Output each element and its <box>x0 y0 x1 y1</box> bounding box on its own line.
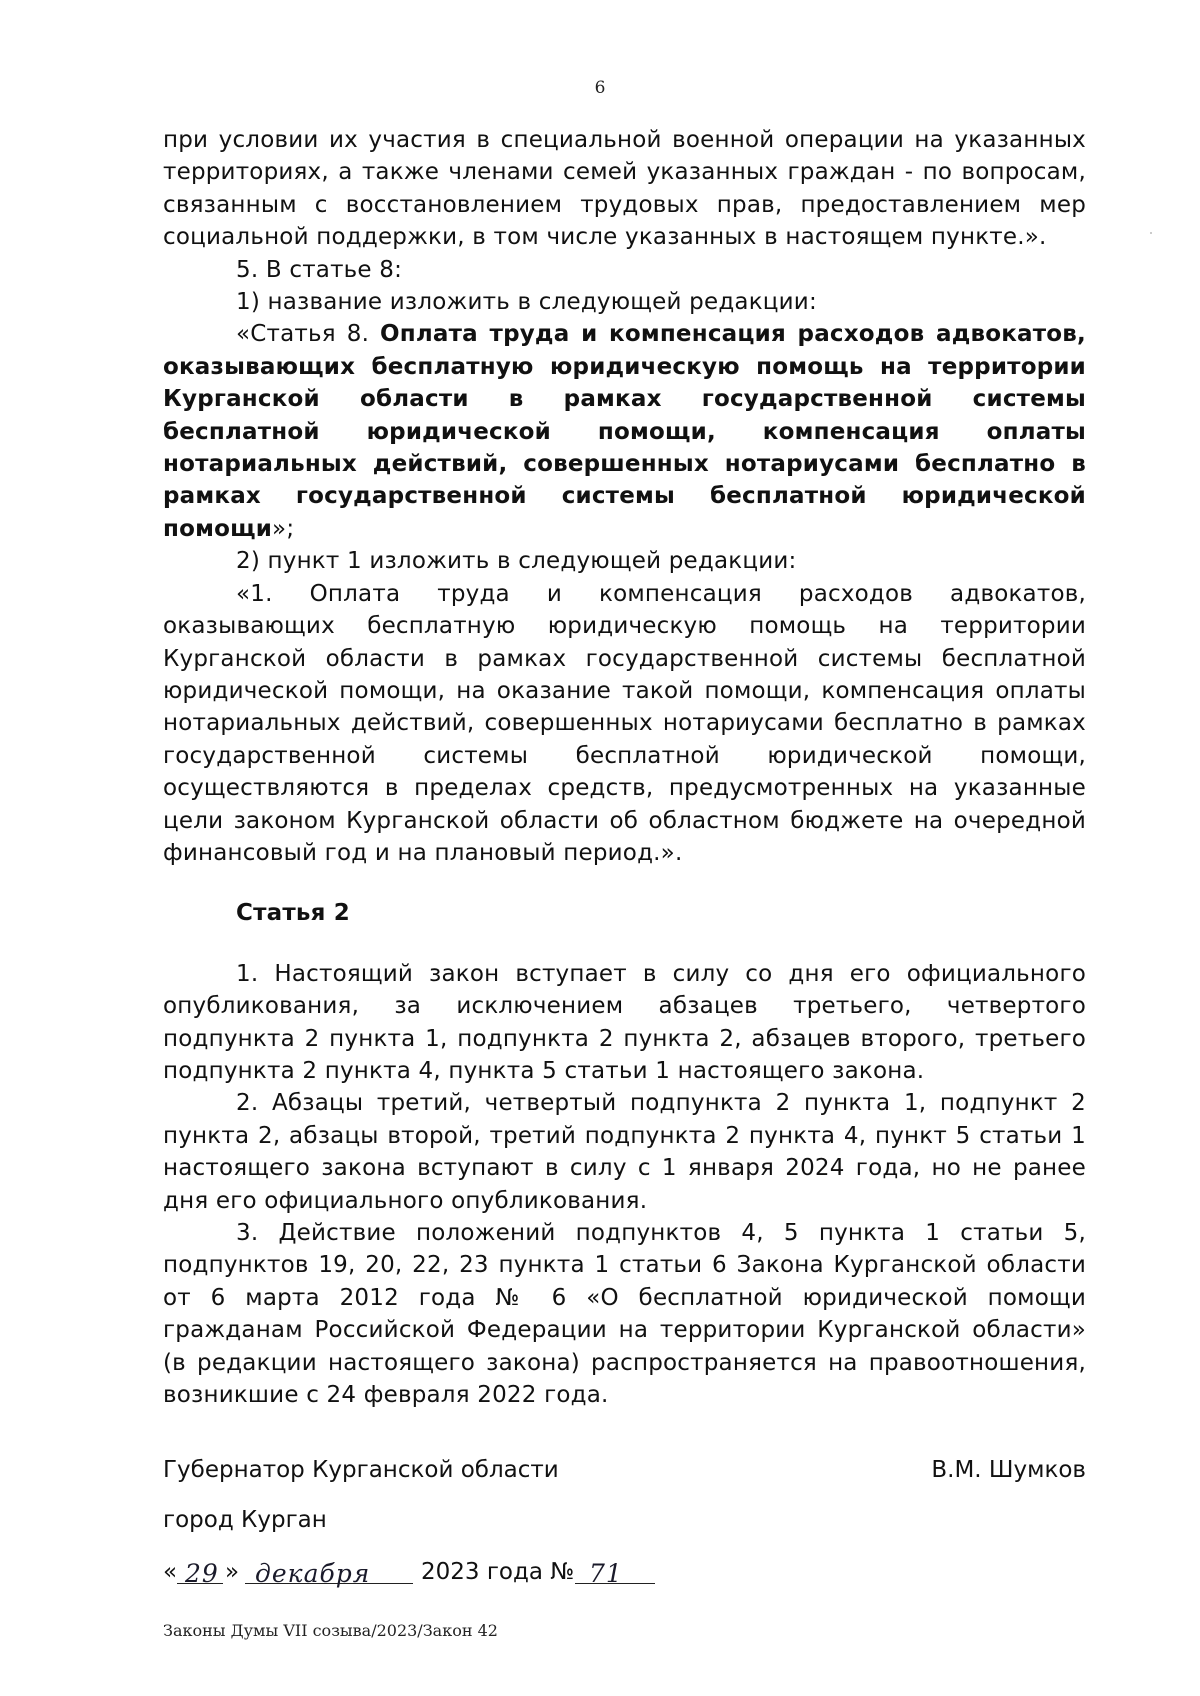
signature-row <box>163 1457 1086 1491</box>
article-2-item: 3. Действие положений подпунктов 4, 5 пункта 1 статьи 5, подпунктов 19, 20, 22, 23 пункта 1 статьи 6 Закона Курганской области от 6 марта 2012 года № 6 «О бесплатной юридической помощи гражданам Российской Федерации на территории Курганской области» (в редакции настоящего закона) распространяется на правоотношения, возникшие с 24 февраля 2022 года. <box>163 1220 1086 1409</box>
date-close-quote: » <box>225 1559 240 1585</box>
governor-title: Губернатор Курганской области <box>163 1457 559 1483</box>
article8-title-bold: Оплата труда и компенсация расходов адвокатов, оказывающих бесплатную юридическую помощь на территории Курганской области в рамках государственной системы бесплатной юридической помощи, компенсация оплаты нотариальных действий, совершенных нотариусами бесплатно в рамках государственной системы бесплатной юридической помощи <box>163 321 1086 542</box>
paragraph-subitem-2: 2) пункт 1 изложить в следующей редакции: <box>236 548 797 575</box>
article-2-heading: Статья 2 <box>236 900 350 927</box>
city-line: город Курган <box>163 1507 327 1533</box>
paragraph-article8-title <box>163 318 1086 545</box>
article8-title-suffix: »; <box>272 515 295 542</box>
day-blank <box>177 1553 223 1588</box>
document-body <box>163 124 1086 1411</box>
date-line <box>163 1553 1086 1593</box>
article-2-item: 1. Настоящий закон вступает в силу со дня его официального опубликования, за исключением абзацев третьего, четвертого подпункта 2 пункта 1, подпункта 2 пункта 2, абзацев второго, третьего подпункта 2 пункта 4, пункта 5 статьи 1 настоящего закона. <box>163 960 1086 1084</box>
handwritten-month: декабря <box>255 1559 371 1588</box>
article-2-item: 2. Абзацы третий, четвертый подпункта 2 пункта 1, подпункт 2 пункта 2, абзацы второй, третий подпункта 2 пункта 4, пункт 5 статьи 1 настоящего закона вступают в силу с 1 января 2024 года, но не ранее дня его официального опубликования. <box>163 1090 1086 1214</box>
governor-name: В.М. Шумков <box>931 1457 1086 1483</box>
paragraph-article8-intro: 5. В статье 8: <box>236 256 403 283</box>
month-blank <box>245 1553 413 1588</box>
paragraph-subitem-1: 1) название изложить в следующей редакции: <box>236 289 817 316</box>
handwritten-number: 71 <box>589 1559 623 1588</box>
year-and-number-label: 2023 года № <box>421 1559 575 1585</box>
handwritten-day: 29 <box>185 1559 219 1588</box>
date-open-quote: « <box>163 1559 178 1585</box>
article8-title-prefix: «Статья 8. <box>236 321 381 348</box>
page-number: 6 <box>594 78 606 98</box>
document-footer: Законы Думы VII созыва/2023/Закон 42 <box>163 1621 498 1640</box>
scan-speck <box>1150 232 1152 234</box>
paragraph-new-item-1: «1. Оплата труда и компенсация расходов адвокатов, оказывающих бесплатную юридическую помощь на территории Курганской области в рамках государственной системы бесплатной юридической помощи, на оказание такой помощи, компенсация оплаты нотариальных действий, совершенных нотариусами бесплатно в рамках государственной системы бесплатной юридической помощи, осуществляются в пределах средств, предусмотренных на указанные цели законом Курганской области об областном бюджете на очередной финансовый год и на плановый период.». <box>163 580 1086 866</box>
number-blank <box>575 1553 655 1588</box>
paragraph-continuation: при условии их участия в специальной военной операции на указанных территориях, а также членами семей указанных граждан - по вопросам, связанным с восстановлением трудовых прав, предоставлением мер социальной поддержки, в том числе указанных в настоящем пункте.». <box>163 127 1086 251</box>
